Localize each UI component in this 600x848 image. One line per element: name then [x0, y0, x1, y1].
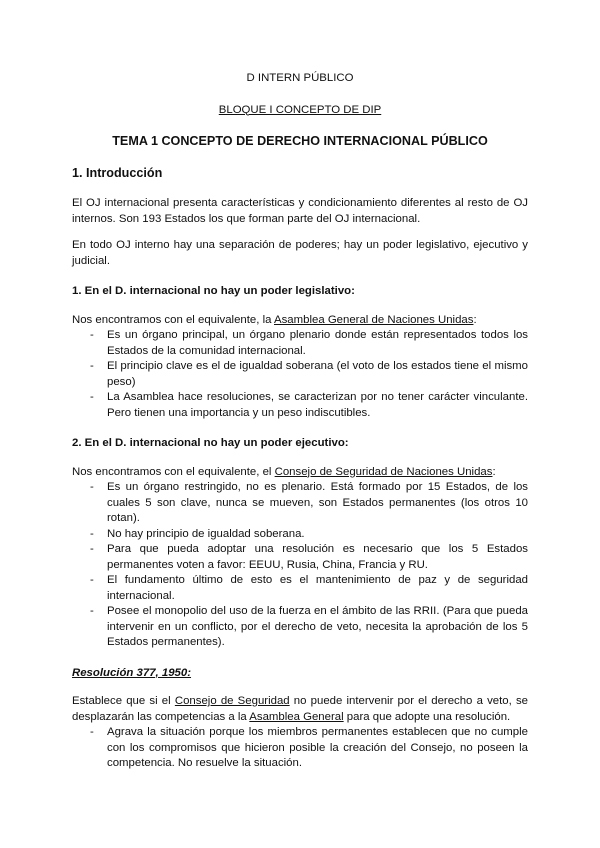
block-title: BLOQUE I CONCEPTO DE DIP: [218, 103, 382, 116]
text: para que adopte una resolución.: [343, 710, 511, 723]
list-item: [72, 328, 528, 359]
dash-bullet: -: [90, 574, 94, 586]
list-item-text: Es un órgano principal, un órgano plenario donde están representados todos los Estados de la comunidad internacional.: [107, 329, 528, 357]
dash-bullet: -: [90, 527, 94, 540]
resolution-section: [72, 694, 528, 772]
list-item-text: No hay principio de igualdad soberana.: [107, 527, 305, 540]
list-item-text: Es un órgano restringido, no es plenario. Está formado por 15 Estados, de los cuales 5 son clave, nunca se mueven, son Estados permanentes (los otros 10 rotan).: [107, 481, 528, 524]
subheading-legislative: 1. En el D. internacional no hay un poder legislativo:: [72, 285, 355, 297]
dash-bullet: -: [90, 481, 94, 493]
list-item: [72, 480, 528, 527]
paragraph-separation-powers: En todo OJ interno hay una separación de poderes; hay un poder legislativo, ejecutivo y judicial.: [72, 239, 528, 267]
legislative-section: [72, 313, 528, 422]
consejo-seguridad-ref: Consejo de Seguridad: [174, 695, 290, 707]
legislative-bullets: [72, 328, 528, 421]
resolution-paragraph: [72, 694, 528, 725]
list-item-text: Agrava la situación porque los miembros permanentes establecen que no cumple con los compromisos que hicieron posible la creación del Consejo, no poseen la competencia. No resuelve la situación.: [107, 726, 528, 769]
intro-colon: :: [473, 313, 477, 326]
legislative-intro: [72, 313, 528, 329]
list-item: [72, 604, 528, 651]
resolution-bullets: [72, 725, 528, 772]
list-item: [72, 725, 528, 772]
asamblea-general-ref: Asamblea General: [249, 710, 344, 723]
document-title: D INTERN PÚBLICO: [246, 72, 354, 84]
list-item: [72, 390, 528, 421]
list-item-text: Posee el monopolio del uso de la fuerza en el ámbito de las RRII. (Para que pueda intervenir en un conflicto, por el derecho de veto, necesita la aprobación de los 5 Estados permanentes).: [107, 605, 528, 648]
dash-bullet: -: [90, 605, 94, 617]
list-item-text: Para que pueda adoptar una resolución es necesario que los 5 Estados permanentes voten a favor: EEUU, Rusia, China, Francia y RU.: [107, 543, 528, 571]
list-item: [72, 542, 528, 573]
dash-bullet: -: [90, 391, 94, 403]
intro-colon: :: [492, 465, 496, 478]
executive-section: [72, 465, 528, 651]
dash-bullet: -: [90, 329, 94, 341]
section-heading-introduction: 1. Introducción: [72, 165, 163, 180]
consejo-seguridad-ref: Consejo de Seguridad de Naciones Unidas: [274, 465, 493, 478]
text: no puede intervenir por el derecho a veto, se desplazarán las competencias a la: [72, 695, 529, 723]
intro-text: Nos encontramos con el equivalente, la: [72, 313, 274, 326]
executive-intro: [72, 465, 528, 481]
resolution-heading: Resolución 377, 1950:: [72, 666, 192, 679]
intro-text: Nos encontramos con el equivalente, el: [72, 465, 275, 478]
list-item-text: El principio clave es el de igualdad soberana (el voto de los estados tiene el mismo peso): [107, 360, 528, 388]
paragraph-intro: El OJ internacional presenta características y condicionamiento diferentes al resto de OJ internos. Son 193 Estados los que forman parte del OJ internacional.: [72, 197, 528, 225]
subheading-executive: 2. En el D. internacional no hay un poder ejecutivo:: [72, 437, 349, 449]
list-item-text: La Asamblea hace resoluciones, se caracterizan por no tener carácter vinculante. Pero tienen una importancia y un peso indiscutibles.: [107, 391, 528, 419]
list-item: [72, 573, 528, 604]
text: Establece que si el: [72, 695, 175, 707]
dash-bullet: -: [90, 726, 94, 738]
list-item: [72, 527, 528, 543]
list-item-text: El fundamento último de esto es el mantenimiento de paz y de seguridad internacional.: [107, 574, 528, 602]
list-item: [72, 359, 528, 390]
theme-title: TEMA 1 CONCEPTO DE DERECHO INTERNACIONAL PÚBLICO: [112, 134, 488, 148]
dash-bullet: -: [90, 360, 94, 372]
executive-bullets: [72, 480, 528, 651]
asamblea-general-ref: Asamblea General de Naciones Unidas: [274, 313, 474, 326]
dash-bullet: -: [90, 543, 94, 555]
